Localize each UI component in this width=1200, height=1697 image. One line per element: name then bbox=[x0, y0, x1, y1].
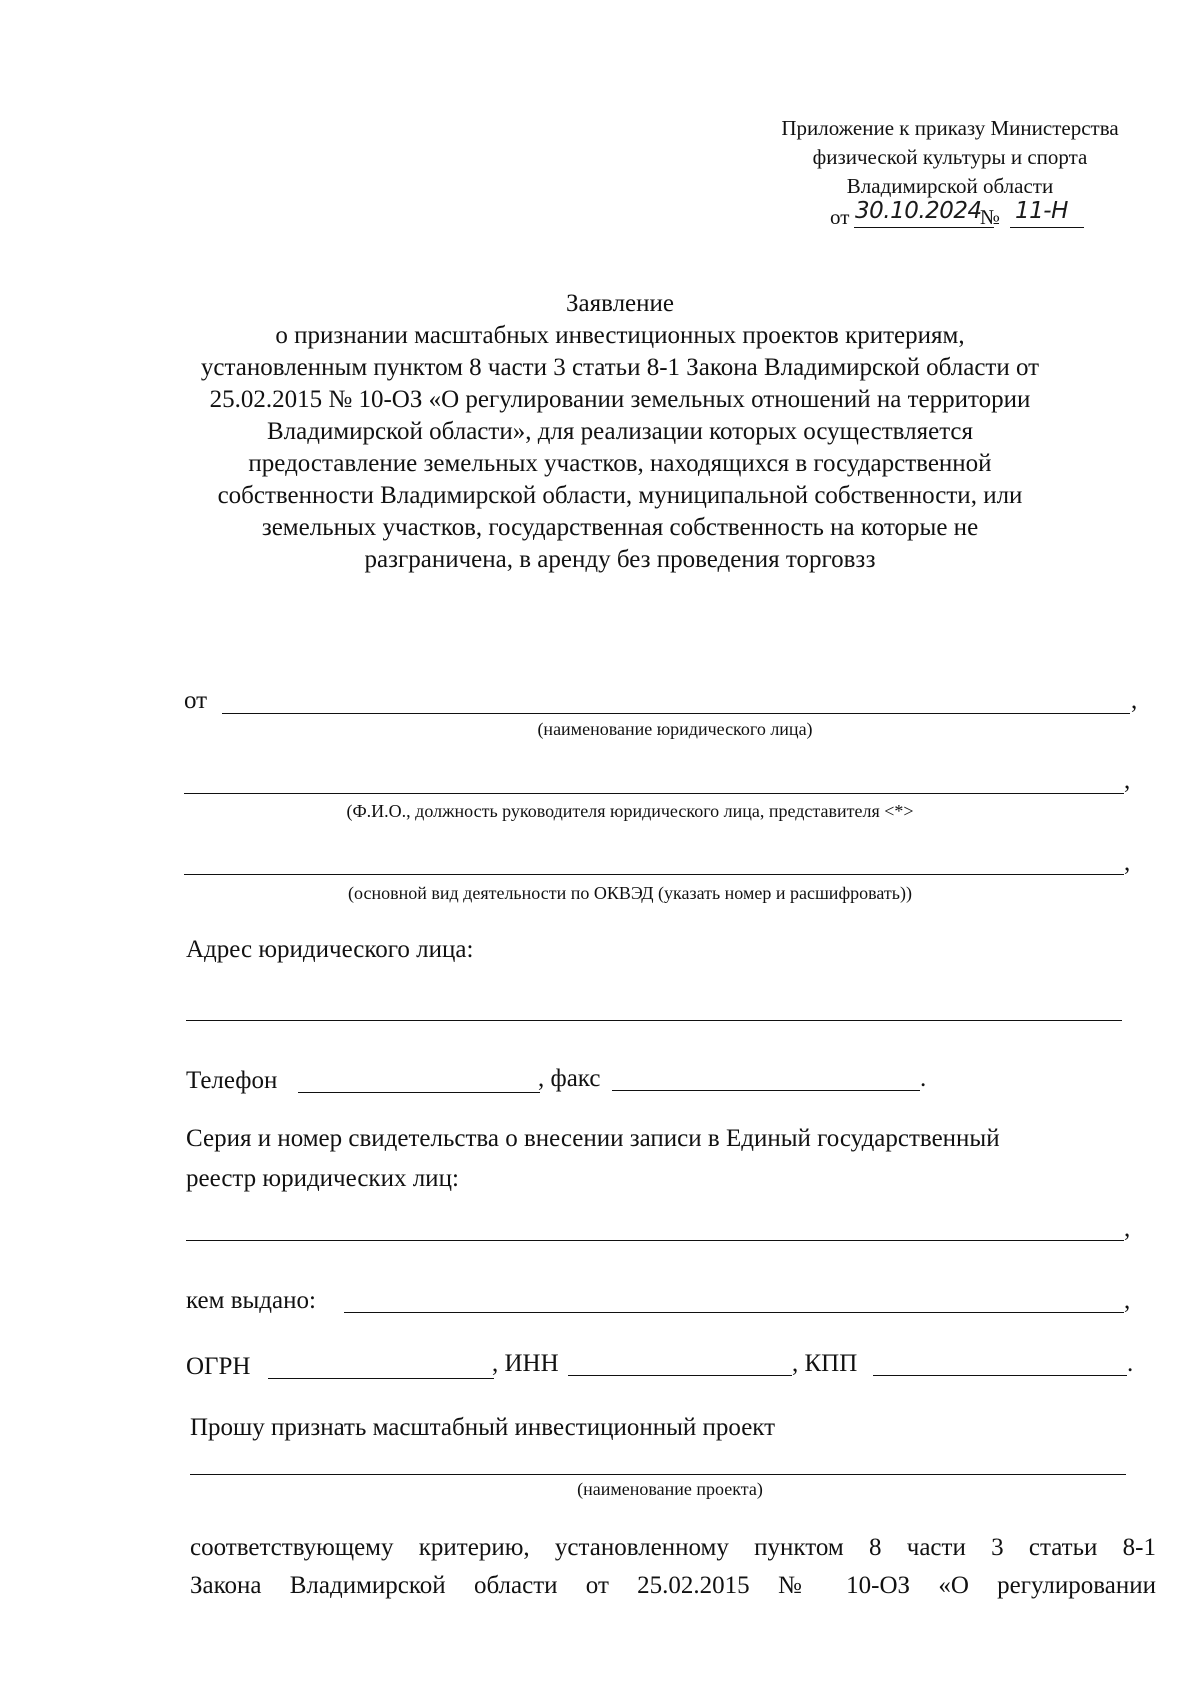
appendix-header bbox=[740, 114, 1160, 201]
legal-name-field[interactable] bbox=[222, 713, 1130, 714]
title-line-7: земельных участков, государственная собственность на которые не bbox=[261, 514, 979, 541]
egrul-line-1: Серия и номер свидетельства о внесении записи в Единый государственный bbox=[186, 1125, 1000, 1152]
okved-field[interactable] bbox=[184, 874, 1124, 875]
head-comma: , bbox=[1124, 767, 1131, 794]
fax-period: . bbox=[920, 1065, 927, 1092]
title-line-2: установленным пунктом 8 части 3 статьи 8-1 Закона Владимирской области от bbox=[200, 354, 1040, 381]
title-line-1: о признании масштабных инвестиционных проектов критериям, bbox=[275, 322, 965, 349]
egrul-field[interactable] bbox=[186, 1240, 1124, 1241]
egrul-line-2: реестр юридических лиц: bbox=[186, 1165, 459, 1192]
caption-legal-name: (наименование юридического лица) bbox=[537, 719, 813, 739]
document-title bbox=[150, 288, 1090, 576]
fax-field[interactable] bbox=[612, 1090, 920, 1091]
inn-label: , ИНН bbox=[492, 1350, 559, 1377]
egrul-comma: , bbox=[1124, 1215, 1131, 1242]
ogrn-field[interactable] bbox=[268, 1378, 494, 1379]
title-line-4: Владимирской области», для реализации которых осуществляется bbox=[266, 418, 974, 445]
inn-field[interactable] bbox=[568, 1375, 792, 1376]
caption-head: (Ф.И.О., должность руководителя юридического лица, представителя <*> bbox=[346, 801, 914, 821]
number-underline bbox=[1010, 227, 1084, 228]
appendix-line-3: Владимирской области bbox=[846, 174, 1054, 198]
appendix-line-2: физической культуры и спорта bbox=[812, 145, 1088, 169]
legal-name-comma: , bbox=[1131, 687, 1138, 714]
number-sign: № bbox=[980, 205, 1001, 229]
head-field[interactable] bbox=[184, 793, 1124, 794]
title-line-5: предоставление земельных участков, находящихся в государственной bbox=[248, 450, 992, 477]
phone-label: Телефон bbox=[186, 1067, 278, 1094]
kpp-label: , КПП bbox=[792, 1350, 858, 1377]
ogrn-label: ОГРН bbox=[186, 1353, 251, 1380]
closing-line-1: соответствующему критерию, установленному пунктом 8 части 3 статьи 8-1 bbox=[190, 1534, 1156, 1561]
from-label: от bbox=[184, 687, 208, 714]
kpp-period: . bbox=[1127, 1350, 1134, 1377]
address-label: Адрес юридического лица: bbox=[186, 936, 474, 963]
number-handwritten: 11-Н bbox=[1015, 198, 1068, 224]
date-underline bbox=[854, 227, 994, 228]
kpp-field[interactable] bbox=[873, 1375, 1127, 1376]
title-heading: Заявление bbox=[565, 290, 675, 317]
phone-field[interactable] bbox=[298, 1092, 540, 1093]
fax-label: , факс bbox=[538, 1065, 601, 1092]
address-field[interactable] bbox=[186, 1020, 1122, 1021]
title-line-3: 25.02.2015 № 10-ОЗ «О регулировании земельных отношений на территории bbox=[209, 386, 1031, 413]
caption-okved: (основной вид деятельности по ОКВЭД (указать номер и расшифровать)) bbox=[348, 883, 912, 903]
appendix-line-1: Приложение к приказу Министерства bbox=[781, 116, 1119, 140]
issued-field[interactable] bbox=[344, 1312, 1124, 1313]
appendix-date-row bbox=[830, 200, 1090, 232]
closing-line-2: Закона Владимирской области от 25.02.2015 № 10-ОЗ «О регулировании bbox=[190, 1572, 1156, 1599]
request-label: Прошу признать масштабный инвестиционный проект bbox=[190, 1414, 776, 1441]
title-line-8: разграничена, в аренду без проведения торговзз bbox=[364, 546, 876, 573]
okved-comma: , bbox=[1124, 849, 1131, 876]
title-line-6: собственности Владимирской области, муниципальной собственности, или bbox=[217, 482, 1023, 509]
date-handwritten: 30.10.2024 bbox=[855, 198, 982, 224]
caption-project: (наименование проекта) bbox=[577, 1479, 763, 1499]
issued-label: кем выдано: bbox=[186, 1287, 316, 1314]
date-prefix: от bbox=[830, 205, 850, 229]
project-field[interactable] bbox=[190, 1474, 1126, 1475]
issued-comma: , bbox=[1124, 1287, 1131, 1314]
